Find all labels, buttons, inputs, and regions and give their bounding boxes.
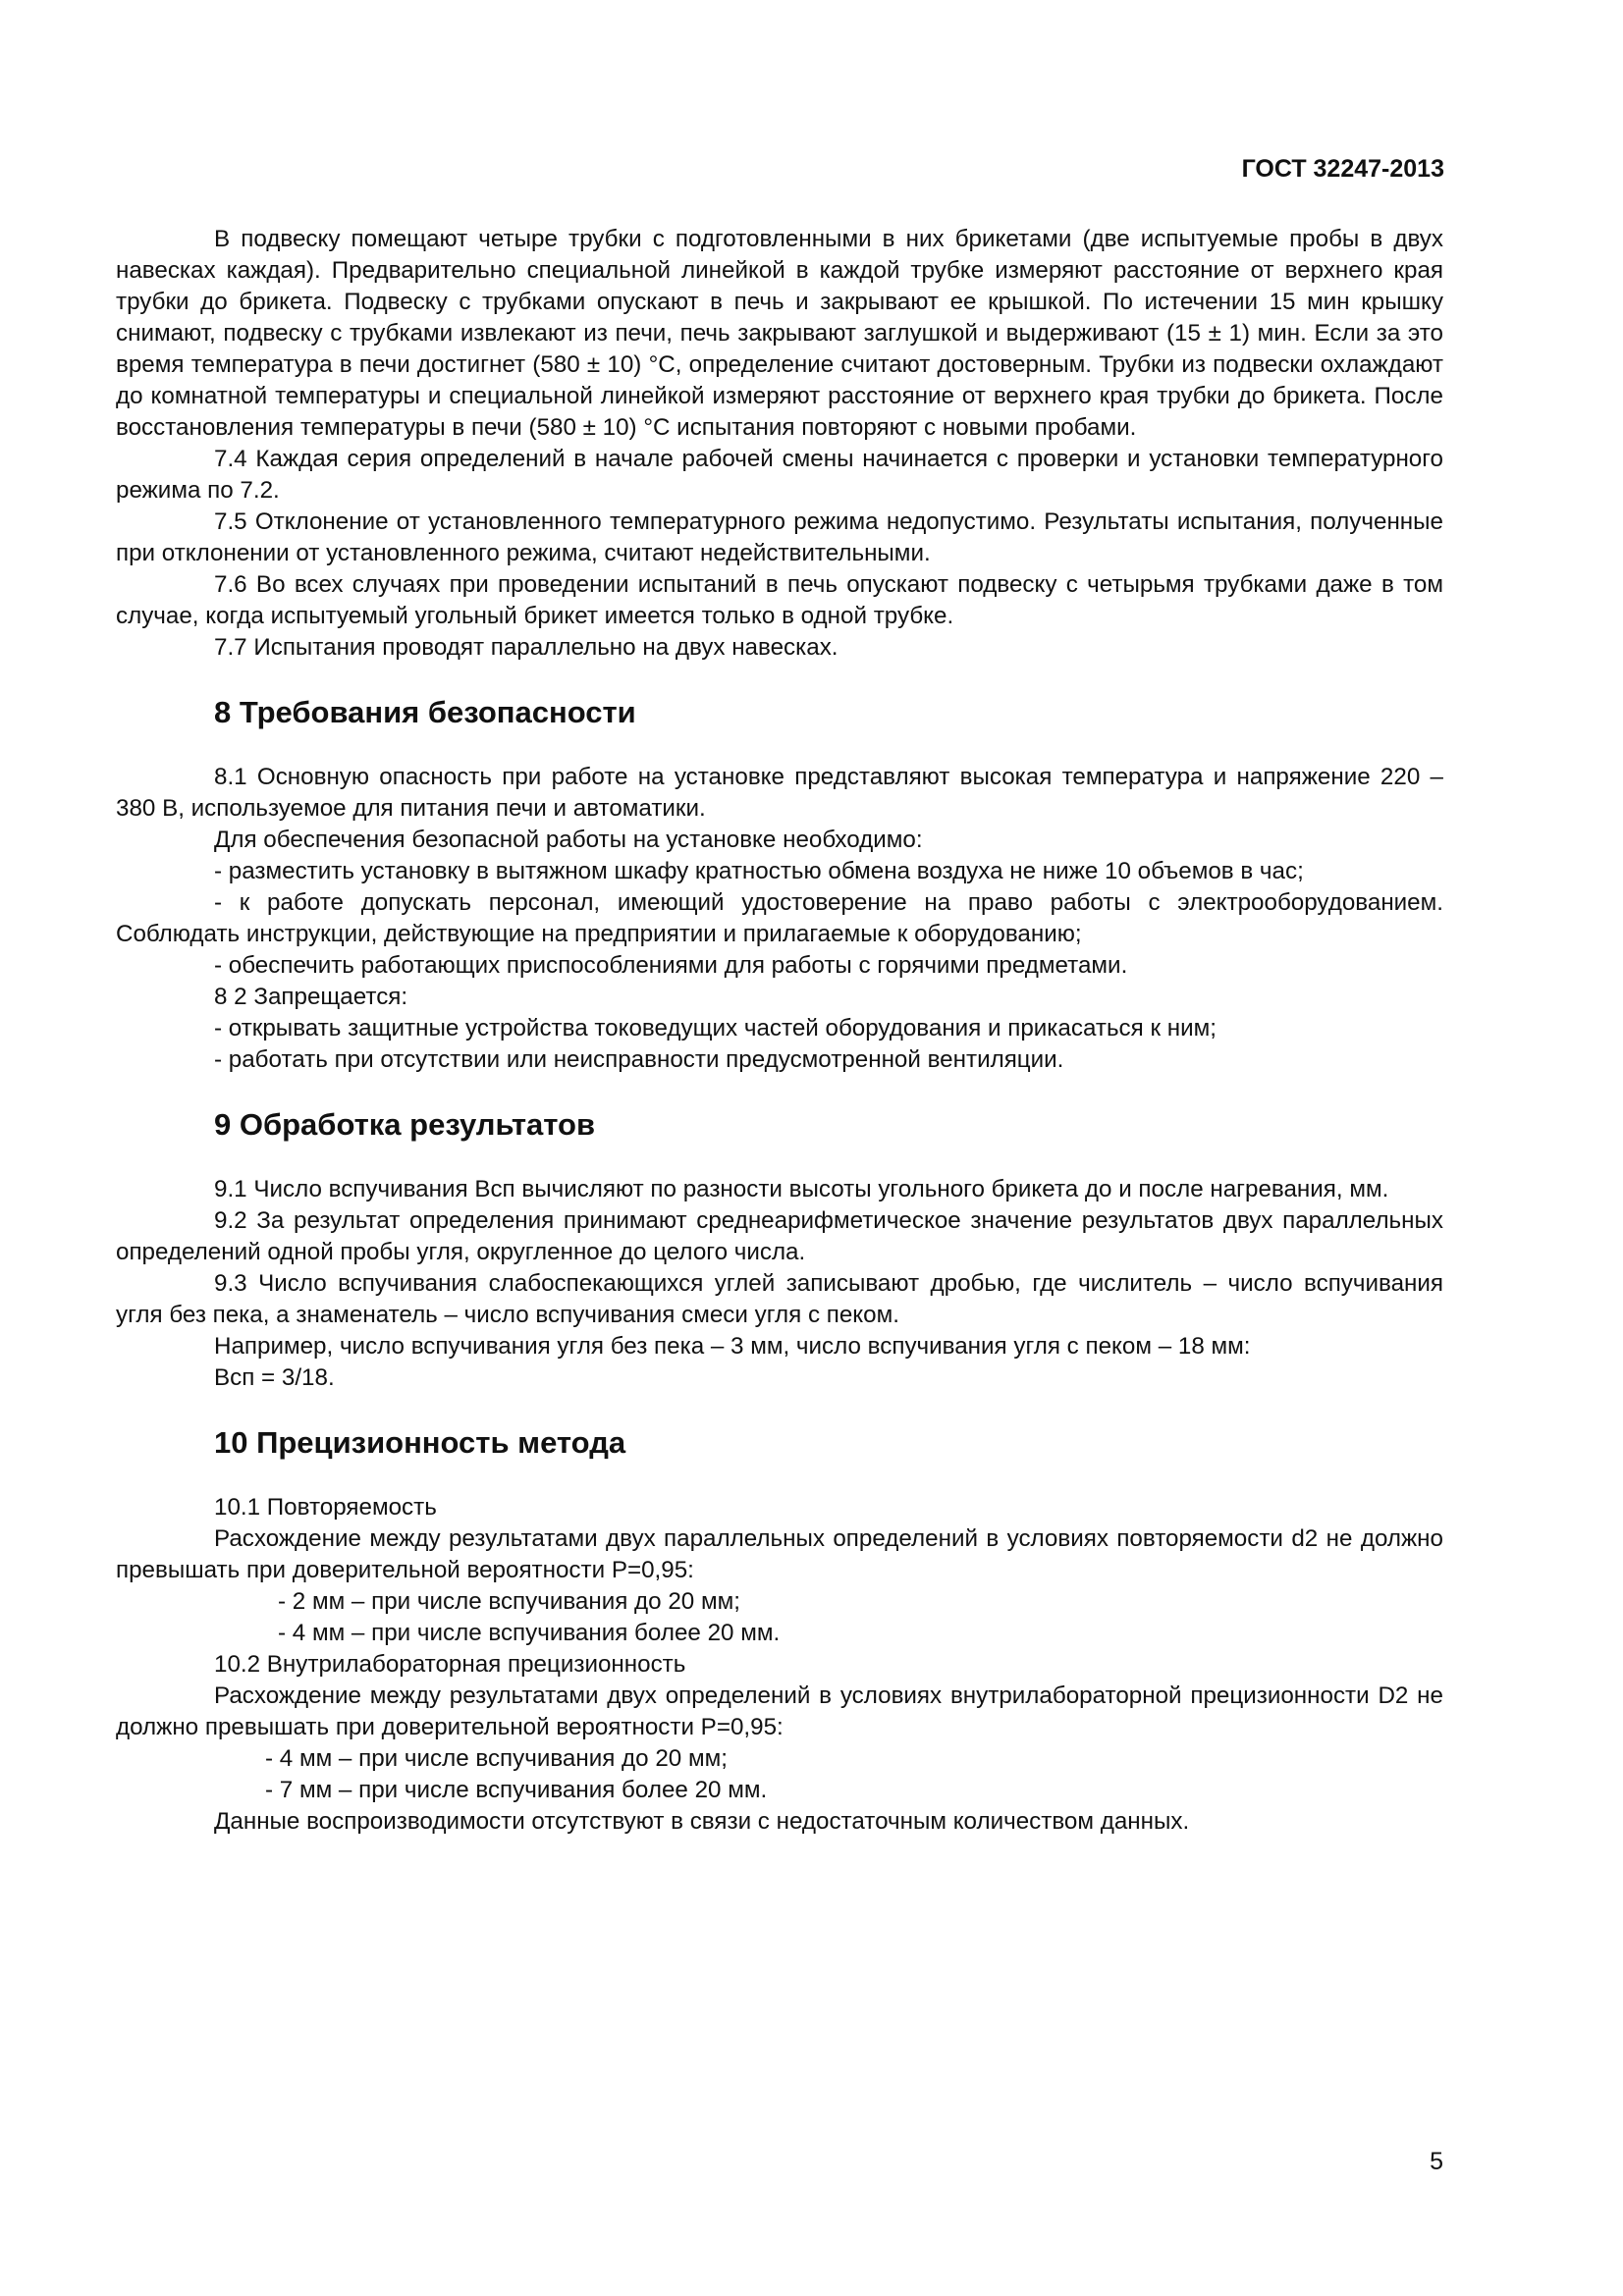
document-standard-number: ГОСТ 32247-2013 [1241,155,1444,183]
list-item: - работать при отсутствии или неисправности предусмотренной вентиляции. [214,1046,1064,1073]
paragraph-7-4: 7.4 Каждая серия определений в начале рабочей смены начинается с проверки и установки температурного режима по 7.2. [116,446,1443,504]
document-body [116,224,1443,1838]
list-item: - 7 мм – при числе вспучивания более 20 мм. [265,1777,768,1803]
paragraph-8-requirements: Для обеспечения безопасной работы на установке необходимо: [214,827,923,853]
section-8-heading: 8 Требования безопасности [214,695,636,729]
paragraph-10-1: Расхождение между результатами двух параллельных определений в условиях повторяемости d2 не должно превышать при доверительной вероятности Р=0,95: [116,1525,1443,1583]
paragraph-10-2: Расхождение между результатами двух определений в условиях внутрилабораторной прецизионности D2 не должно превышать при доверительной вероятности Р=0,95: [116,1682,1443,1740]
paragraph-7-3-continued: В подвеску помещают четыре трубки с подготовленными в них брикетами (две испытуемые пробы в двух навесках каждая). Предварительно специальной линейкой в каждой трубке измеряют расстояние от верхнего края трубки до брикета. Подвеску с трубками опускают в печь и закрывают ее крышкой. По истечении 15 мин крышку снимают, подвеску с трубками извлекают из печи, печь закрывают заглушкой и выдерживают (15 ± 1) мин. Если за это время температура в печи достигнет (580 ± 10) °С, определение считают достоверным. Трубки из подвески охлаждают до комнатной температуры и специальной линейкой измеряют расстояние от верхнего края трубки до брикета. После восстановления температуры в печи (580 ± 10) °С испытания повторяют с новыми пробами. [116,226,1443,441]
list-item: - 4 мм – при числе вспучивания до 20 мм; [265,1745,728,1772]
paragraph-9-1: 9.1 Число вспучивания Всп вычисляют по разности высоты угольного брикета до и после нагревания, мм. [214,1176,1389,1202]
paragraph-9-2: 9.2 За результат определения принимают среднеарифметическое значение результатов двух параллельных определений одной пробы угля, округленное до целого числа. [116,1207,1443,1265]
paragraph-8-1: 8.1 Основную опасность при работе на установке представляют высокая температура и напряжение 220 – 380 В, используемое для питания печи и автоматики. [116,764,1443,822]
list-item: - 4 мм – при числе вспучивания более 20 мм. [278,1620,781,1646]
page-number: 5 [1430,2148,1443,2175]
list-item: - к работе допускать персонал, имеющий удостоверение на право работы с электрооборудованием. Соблюдать инструкции, действующие на предприятии и прилагаемые к оборудованию; [116,889,1443,947]
list-item: - разместить установку в вытяжном шкафу кратностью обмена воздуха не ниже 10 объемов в час; [214,858,1304,884]
formula: Всп = 3/18. [214,1364,335,1391]
paragraph-7-6: 7.6 Во всех случаях при проведении испытаний в печь опускают подвеску с четырьмя трубками даже в том случае, когда испытуемый угольный брикет имеется только в одной трубке. [116,571,1443,629]
list-item: - обеспечить работающих приспособлениями для работы с горячими предметами. [214,952,1128,979]
example-paragraph: Например, число вспучивания угля без пека – 3 мм, число вспучивания угля с пеком – 18 мм: [214,1333,1251,1360]
paragraph-9-3: 9.3 Число вспучивания слабоспекающихся углей записывают дробью, где числитель – число вспучивания угля без пека, а знаменатель – число вспучивания смеси угля с пеком. [116,1270,1443,1328]
section-10-heading: 10 Прецизионность метода [214,1425,626,1460]
paragraph-7-5: 7.5 Отклонение от установленного температурного режима недопустимо. Результаты испытания, полученные при отклонении от установленного режима, считают недействительными. [116,508,1443,566]
list-item: - открывать защитные устройства токоведущих частей оборудования и прикасаться к ним; [214,1015,1217,1041]
subsection-10-1-title: 10.1 Повторяемость [214,1494,437,1521]
paragraph-8-2: 8 2 Запрещается: [214,984,408,1010]
subsection-10-2-title: 10.2 Внутрилабораторная прецизионность [214,1651,686,1678]
final-note: Данные воспроизводимости отсутствуют в связи с недостаточным количеством данных. [214,1808,1190,1835]
list-item: - 2 мм – при числе вспучивания до 20 мм; [278,1588,740,1615]
paragraph-7-7: 7.7 Испытания проводят параллельно на двух навесках. [214,634,839,661]
section-9-heading: 9 Обработка результатов [214,1107,596,1142]
